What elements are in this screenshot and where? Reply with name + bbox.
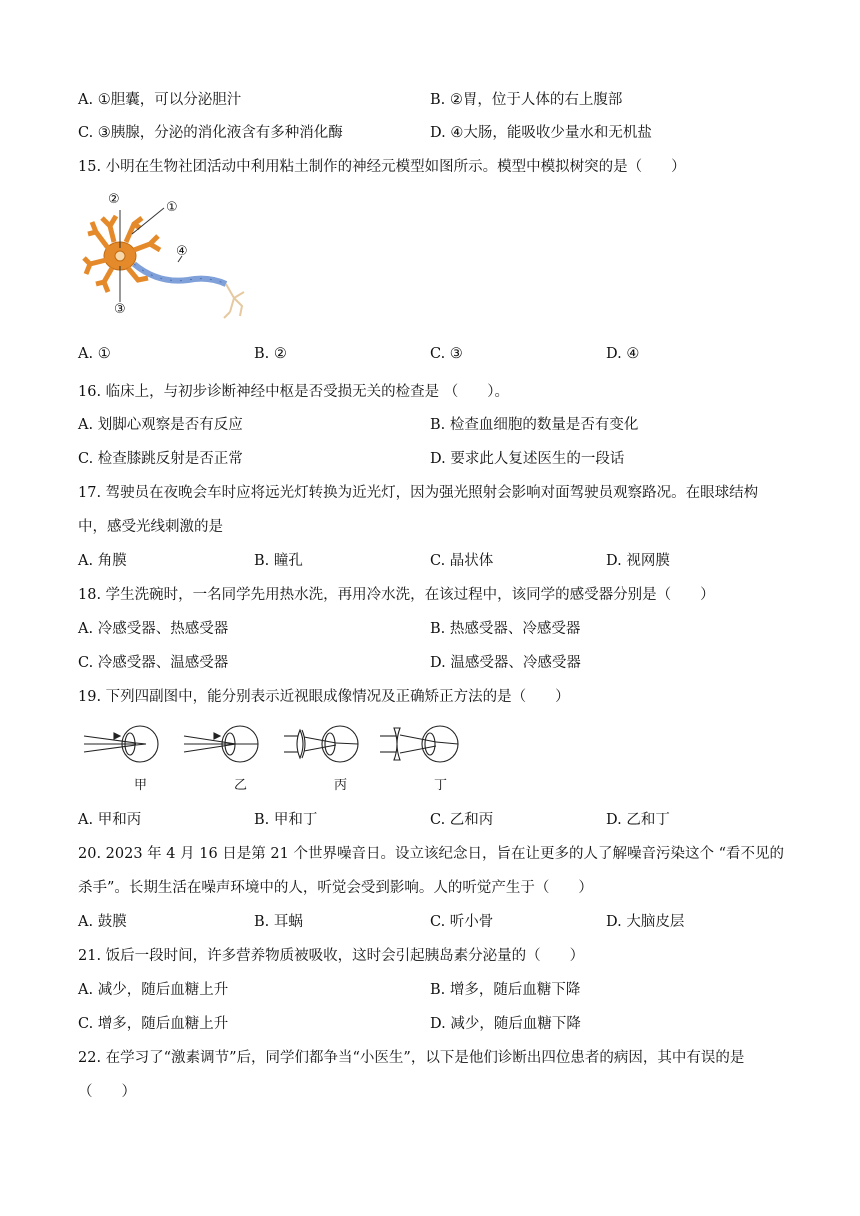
neuron-label-2: ② bbox=[108, 192, 120, 207]
q17-stem-line2: 中，感受光线刺激的是 bbox=[78, 519, 223, 535]
q20-option-c: C. 听小骨 bbox=[430, 914, 494, 930]
eye-label-ding: 丁 bbox=[434, 778, 448, 793]
q18-stem: 18. 学生洗碗时，一名同学先用热水洗，再用冷水洗，在该过程中，该同学的感受器分别是（ ） bbox=[78, 587, 715, 603]
q20-option-a: A. 鼓膜 bbox=[78, 914, 127, 930]
q16-stem: 16. 临床上，与初步诊断神经中枢是否受损无关的检查是 （ ）。 bbox=[78, 384, 510, 400]
eye-label-jia: 甲 bbox=[134, 778, 148, 793]
q14-option-d: D. ④大肠，能吸收少量水和无机盐 bbox=[430, 125, 652, 141]
neuron-label-3: ③ bbox=[114, 302, 126, 317]
q18-option-d: D. 温感受器、冷感受器 bbox=[430, 655, 581, 671]
q21-stem: 21. 饭后一段时间，许多营养物质被吸收，这时会引起胰岛素分泌量的（ ） bbox=[78, 948, 585, 964]
q21-option-b: B. 增多，随后血糖下降 bbox=[430, 982, 581, 998]
q19-option-c: C. 乙和丙 bbox=[430, 812, 494, 828]
q19-option-d: D. 乙和丁 bbox=[606, 812, 670, 828]
q15-option-c: C. ③ bbox=[430, 346, 463, 362]
eye-label-bing: 丙 bbox=[334, 778, 348, 793]
q17-option-a: A. 角膜 bbox=[78, 553, 127, 569]
q15-stem: 15. 小明在生物社团活动中利用粘土制作的神经元模型如图所示。模型中模拟树突的是（ ） bbox=[78, 159, 686, 175]
eye-label-yi: 乙 bbox=[234, 778, 248, 793]
q20-stem-line2: 杀手”。长期生活在噪声环境中的人，听觉会受到影响。人的听觉产生于（ ） bbox=[78, 880, 593, 896]
q18-option-b: B. 热感受器、冷感受器 bbox=[430, 621, 581, 637]
q15-option-b: B. ② bbox=[254, 346, 287, 362]
q21-option-d: D. 减少，随后血糖下降 bbox=[430, 1016, 581, 1032]
neuron-figure bbox=[78, 188, 258, 328]
q20-option-b: B. 耳蜗 bbox=[254, 914, 303, 930]
q21-option-a: A. 减少，随后血糖上升 bbox=[78, 982, 229, 998]
neuron-label-1: ① bbox=[166, 200, 178, 215]
q14-option-c: C. ③胰腺，分泌的消化液含有多种消化酶 bbox=[78, 125, 343, 141]
q16-option-b: B. 检查血细胞的数量是否有变化 bbox=[430, 417, 639, 433]
q16-option-c: C. 检查膝跳反射是否正常 bbox=[78, 451, 243, 467]
q19-option-a: A. 甲和丙 bbox=[78, 812, 142, 828]
neuron-label-4: ④ bbox=[176, 244, 188, 259]
q19-option-b: B. 甲和丁 bbox=[254, 812, 318, 828]
q16-option-a: A. 划脚心观察是否有反应 bbox=[78, 417, 243, 433]
q15-option-d: D. ④ bbox=[606, 346, 640, 362]
q17-option-b: B. 瞳孔 bbox=[254, 553, 303, 569]
q18-option-a: A. 冷感受器、热感受器 bbox=[78, 621, 229, 637]
q17-option-c: C. 晶状体 bbox=[430, 553, 494, 569]
q14-option-a: A. ①胆囊，可以分泌胆汁 bbox=[78, 92, 242, 108]
q14-option-b: B. ②胃，位于人体的右上腹部 bbox=[430, 92, 623, 108]
q22-stem-line2: （ ） bbox=[78, 1084, 136, 1100]
q17-option-d: D. 视网膜 bbox=[606, 553, 670, 569]
q18-option-c: C. 冷感受器、温感受器 bbox=[78, 655, 229, 671]
eye-diagrams bbox=[80, 718, 480, 798]
q15-option-a: A. ① bbox=[78, 346, 111, 362]
q20-stem-line1: 20. 2023 年 4 月 16 日是第 21 个世界噪音日。设立该纪念日，旨在让更多的人了解噪音污染这个 “看不见的 bbox=[78, 846, 784, 862]
q21-option-c: C. 增多，随后血糖上升 bbox=[78, 1016, 229, 1032]
q16-option-d: D. 要求此人复述医生的一段话 bbox=[430, 451, 625, 467]
q19-stem: 19. 下列四副图中，能分别表示近视眼成像情况及正确矫正方法的是（ ） bbox=[78, 689, 570, 705]
q17-stem-line1: 17. 驾驶员在夜晚会车时应将远光灯转换为近光灯，因为强光照射会影响对面驾驶员观察路况。在眼球结构 bbox=[78, 485, 759, 501]
q20-option-d: D. 大脑皮层 bbox=[606, 914, 685, 930]
q22-stem-line1: 22. 在学习了“激素调节”后，同学们都争当“小医生”，以下是他们诊断出四位患者的病因，其中有误的是 bbox=[78, 1050, 745, 1066]
